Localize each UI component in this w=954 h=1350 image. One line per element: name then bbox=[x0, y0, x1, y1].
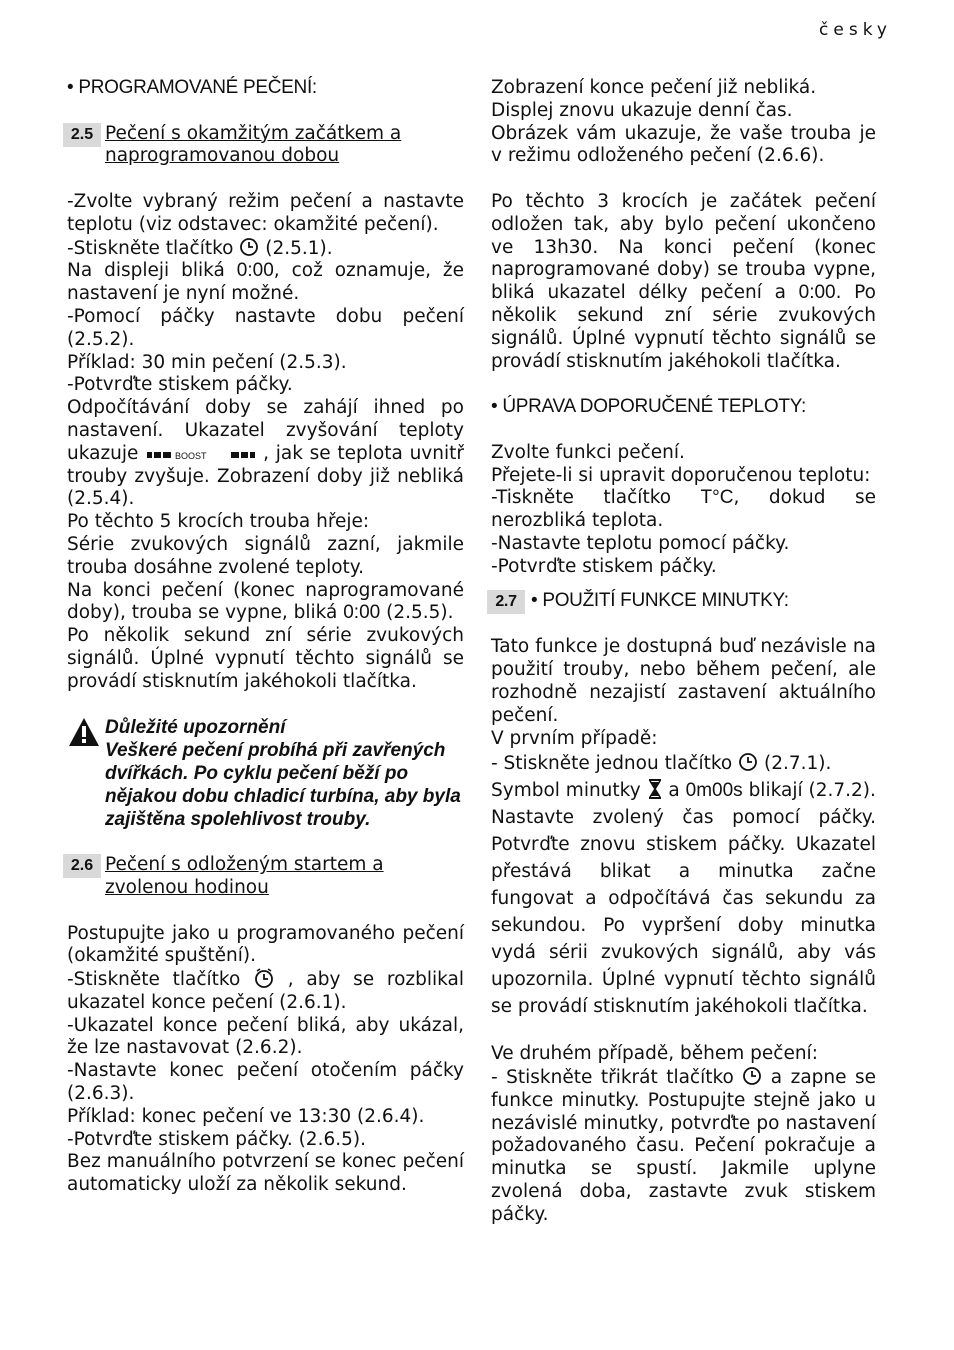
text: Odpočítávání doby se zahájí ihned po nastavení. Ukazatel zvyšování teploty ukazuje bbox=[67, 397, 464, 464]
paragraph: -Potvrďte stiskem páčky. bbox=[491, 555, 717, 577]
warning-text-block bbox=[105, 716, 464, 831]
warning-box bbox=[67, 716, 464, 831]
text: (2.5.5). bbox=[380, 602, 454, 624]
paragraph: Příklad: konec pečení ve 13:30 (2.6.4). bbox=[67, 1105, 425, 1127]
text: . Po několik sekund zní série zvukových signálů. Úplné vypnutí těchto signálů se provádí stisknutím jakéhokoli tlačítka. bbox=[491, 282, 876, 372]
spacer bbox=[491, 373, 876, 396]
paragraph: -Potvrďte stiskem páčky. (2.6.5). bbox=[67, 1128, 366, 1150]
paragraph bbox=[491, 777, 876, 804]
text: - Stiskněte jednou tlačítko bbox=[491, 753, 733, 775]
spacer bbox=[67, 831, 464, 854]
paragraph: -Nastavte konec pečení otočením páčky (2.6.3). bbox=[67, 1060, 464, 1105]
paragraph: V prvním případě: bbox=[491, 727, 658, 749]
paragraph: -Nastavte teplotu pomocí páčky. bbox=[491, 532, 790, 554]
paragraph bbox=[491, 750, 876, 777]
paragraph bbox=[67, 968, 464, 1015]
clock-icon bbox=[738, 752, 758, 772]
clock-icon bbox=[239, 237, 259, 257]
text: -Stiskněte tlačítko bbox=[67, 237, 234, 259]
text: , aby se rozblikal ukazatel konce pečení (2.6.1). bbox=[67, 969, 464, 1013]
text: Na konci pečení (konec naprogramované doby), trouba se vypne, bliká bbox=[67, 579, 464, 624]
spacer bbox=[491, 614, 876, 637]
paragraph bbox=[67, 580, 464, 626]
paragraph: Příklad: 30 min pečení (2.5.3). bbox=[67, 351, 347, 373]
section-2-5-header bbox=[63, 123, 464, 169]
paragraph: Po těchto 5 krocích trouba hřeje: bbox=[67, 511, 370, 533]
paragraph: Ve druhém případě, během pečení: bbox=[491, 1043, 818, 1065]
warning-title: Důležité upozornění bbox=[105, 717, 286, 739]
section-title: Pečení s odloženým startem a zvolenou hodinou bbox=[105, 854, 384, 898]
programmed-baking-heading: • PROGRAMOVANÉ PEČENÍ: bbox=[67, 77, 317, 98]
spacer bbox=[67, 694, 464, 717]
paragraph: Displej znovu ukazuje denní čas. bbox=[491, 99, 793, 121]
paragraph bbox=[67, 237, 464, 261]
temperature-button-symbol: T°C bbox=[700, 487, 734, 509]
paragraph: Přejete-li si upravit doporučenou teplotu: bbox=[491, 464, 871, 486]
paragraph: Tato funkce je dostupná buď nezávisle na použití trouby, nebo během pečení, ale rozhodně nezajistí zastavení aktuálního pečení. bbox=[491, 636, 876, 726]
paragraph: Zobrazení konce pečení již nebliká. bbox=[491, 77, 817, 98]
paragraph bbox=[491, 487, 876, 533]
paragraph bbox=[67, 260, 464, 306]
text: blikají (2.7.2). bbox=[742, 780, 876, 802]
section-number: 2.6 bbox=[63, 854, 101, 878]
left-column bbox=[67, 77, 464, 1197]
text: - Stiskněte třikrát tlačítko bbox=[491, 1066, 734, 1088]
paragraph: Nastavte zvolený čas pomocí páčky. Potvrďte znovu stiskem páčky. Ukazatel přestává blikat a minutka začne fungovat a odpočítává čas sekundu za sekundou. Po vypršení doby minutka vydá sérii zvukových signálů, aby vás upozornila. Úplné vypnutí těchto signálů se provádí stisknutím jakéhokoli tlačítka. bbox=[491, 807, 876, 1018]
timer-instructions bbox=[491, 750, 876, 1020]
paragraph: Po několik sekund zní série zvukových signálů. Úplné vypnutí těchto signálů se provádí stisknutím jakéhokoli tlačítka. bbox=[67, 625, 464, 692]
section-title: • POUŽITÍ FUNKCE MINUTKY: bbox=[531, 589, 789, 611]
paragraph: -Pomocí páčky nastavte dobu pečení (2.5.2). bbox=[67, 305, 464, 350]
section-number: 2.7 bbox=[487, 590, 525, 614]
paragraph: -Ukazatel konce pečení bliká, aby ukázal, že lze nastavovat (2.6.2). bbox=[67, 1014, 464, 1059]
boost-indicator-icon bbox=[145, 448, 263, 462]
paragraph bbox=[491, 191, 876, 373]
warning-icon bbox=[67, 716, 101, 748]
text: , dokud se nerozbliká teplota. bbox=[491, 487, 876, 532]
section-2-6-header bbox=[63, 854, 464, 900]
spacer bbox=[491, 1020, 876, 1043]
hourglass-icon bbox=[647, 779, 663, 799]
paragraph: -Potvrďte stiskem páčky. bbox=[67, 374, 293, 396]
text: a bbox=[662, 780, 686, 802]
text: Po těchto 3 krocích je začátek pečení odložen tak, aby bylo pečení ukončeno ve 13h30. Na konci pečení (konec naprogramované doby) se trouba vypne, bliká ukazatel délky pečení a bbox=[491, 190, 876, 304]
warning-text: Veškeré pečení probíhá při zavřených dvířkách. Po cyklu pečení běží po nějakou dobu chladicí turbína, aby byla zajištěna spolehlivost trouby. bbox=[105, 740, 461, 831]
spacer bbox=[491, 419, 876, 442]
clock-icon bbox=[742, 1066, 762, 1086]
paragraph: Bez manuálního potvrzení se konec pečení automaticky uloží za několik sekund. bbox=[67, 1151, 464, 1196]
right-column bbox=[491, 77, 876, 1226]
text: (2.7.1). bbox=[758, 753, 832, 775]
text: Symbol minutky bbox=[491, 780, 647, 802]
paragraph bbox=[67, 397, 464, 511]
spacer bbox=[67, 100, 464, 123]
text: (2.5.1). bbox=[259, 237, 333, 259]
timer-readout: 0m00s bbox=[685, 780, 743, 802]
paragraph: Postupujte jako u programovaného pečení (okamžité spuštění). bbox=[67, 922, 464, 967]
text: , jak se teplota uvnitř trouby zvyšuje. Zobrazení doby již nebliká (2.5.4). bbox=[67, 442, 464, 510]
text: -Stiskněte tlačítko bbox=[67, 969, 241, 991]
paragraph: Obrázek vám ukazuje, že vaše trouba je v režimu odloženého pečení (2.6.6). bbox=[491, 122, 876, 167]
paragraph: -Zvolte vybraný režim pečení a nastavte teplotu (viz odstavec: okamžité pečení). bbox=[67, 190, 464, 235]
end-time-clock-icon bbox=[253, 968, 275, 988]
text: -Tiskněte tlačítko bbox=[491, 487, 701, 509]
section-number: 2.5 bbox=[63, 123, 101, 147]
text: a zapne se funkce minutky. Postupujte stejně jako u nezávislé minutky, potvrďte po nastavení požadovaného času. Pečení pokračuje a minutka se spustí. Jakmile uplyne zvolená doba, zastavte zvuk stiskem páčky. bbox=[491, 1066, 876, 1225]
spacer bbox=[67, 900, 464, 923]
temperature-adjust-heading: • ÚPRAVA DOPORUČENÉ TEPLOTY: bbox=[491, 396, 806, 418]
text: , což oznamuje, že nastavení je nyní možné. bbox=[67, 260, 464, 305]
paragraph bbox=[491, 1066, 876, 1227]
boost-label: BOOST bbox=[175, 450, 207, 461]
spacer bbox=[491, 579, 876, 590]
display-readout: 0:00 bbox=[236, 260, 274, 282]
display-readout: 0:00 bbox=[343, 602, 381, 624]
display-readout: 0:00 bbox=[798, 282, 836, 304]
paragraph: Série zvukových signálů zazní, jakmile trouba dosáhne zvolené teploty. bbox=[67, 533, 464, 578]
section-title: Pečení s okamžitým začátkem a naprogramovanou dobou bbox=[105, 122, 402, 167]
text: Na displeji bliká bbox=[67, 260, 237, 282]
section-2-7-header bbox=[491, 590, 876, 614]
paragraph: Zvolte funkci pečení. bbox=[491, 441, 685, 463]
spacer bbox=[67, 168, 464, 191]
spacer bbox=[491, 168, 876, 191]
language-label: česky bbox=[819, 20, 892, 40]
